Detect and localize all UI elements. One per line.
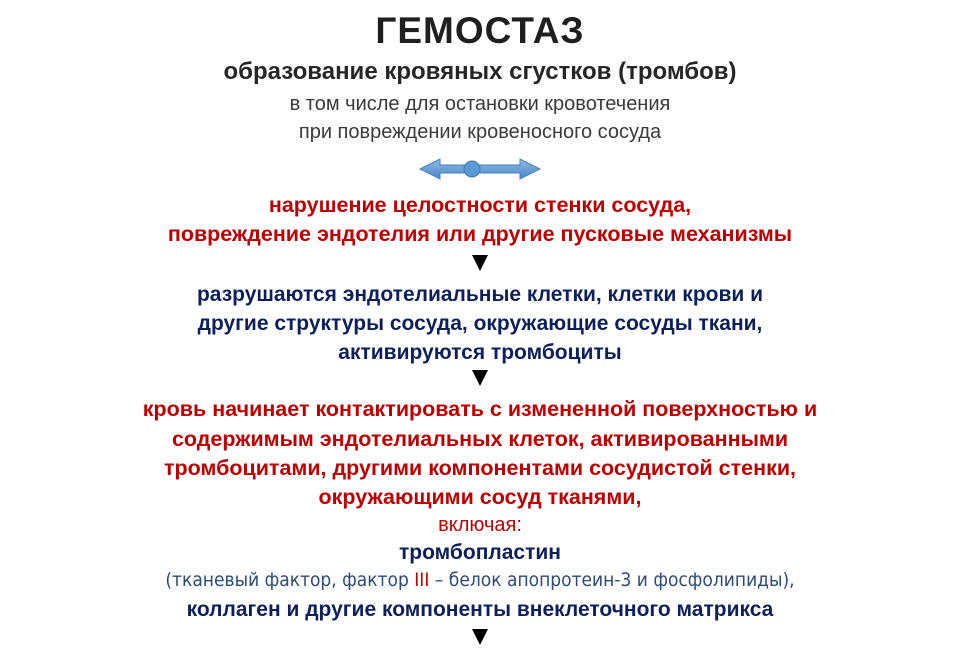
- step3-line-4: окружающими сосуд тканями,: [318, 485, 642, 509]
- step2-line-2: другие структуры сосуда, окружающие сосуды ткани,: [197, 312, 763, 335]
- double-headed-arrow-icon: [418, 156, 542, 182]
- page-title: ГЕМОСТАЗ: [375, 10, 585, 51]
- step3-line-2: содержимым эндотелиальных клеток, активированными: [171, 427, 789, 451]
- thromboplastin-item: тромбопластин: [399, 541, 561, 564]
- note-line-2: при повреждении кровеносного сосуда: [298, 121, 662, 143]
- note-text-post: – белок апопротеин-3 и фосфолипиды),: [429, 569, 795, 591]
- step1-line-2: повреждение эндотелия или другие пусковые механизмы: [167, 222, 793, 246]
- note-line-1: в том числе для остановки кровотечения: [289, 93, 671, 115]
- step2-line-1: разрушаются эндотелиальные клетки, клетки крови и: [196, 283, 764, 306]
- collagen-item: коллаген и другие компоненты внеклеточного матрикса: [186, 598, 774, 621]
- note-text-pre: (тканевый фактор, фактор: [165, 569, 415, 591]
- step2-line-3: активируются тромбоциты: [338, 341, 622, 364]
- arrow-down-icon: [470, 369, 490, 387]
- step3-line-3: тромбоцитами, другими компонентами сосудистой стенки,: [163, 456, 797, 480]
- arrow-down-icon: [470, 254, 490, 272]
- including-label: включая:: [438, 514, 522, 536]
- subtitle: образование кровяных сгустков (тромбов): [223, 58, 737, 85]
- step3-line-1: кровь начинает контактировать с измененной поверхностью и: [142, 397, 818, 421]
- thromboplastin-note: [0, 569, 960, 591]
- step1-line-1: нарушение целостности стенки сосуда,: [268, 193, 692, 217]
- factor-roman-numeral: III: [414, 569, 430, 591]
- arrow-down-icon: [470, 628, 490, 646]
